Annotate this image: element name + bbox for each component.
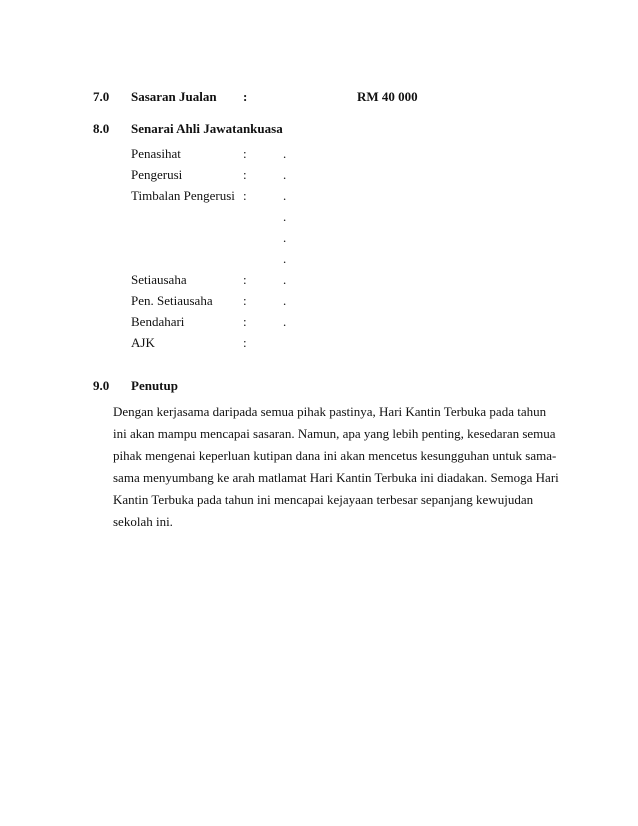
paragraph-line: pihak mengenai keperluan kutipan dana ini akan mencetus kesungguhan untuk sama- <box>113 448 557 463</box>
committee-role: Setiausaha <box>131 272 187 287</box>
paragraph-line: Dengan kerjasama daripada semua pihak pastinya, Hari Kantin Terbuka pada tahun <box>113 404 547 419</box>
committee-row <box>131 146 351 167</box>
paragraph-line: Kantin Terbuka pada tahun ini mencapai kejayaan terbesar sepanjang kewujudan <box>113 492 534 507</box>
committee-name-placeholder: . <box>283 272 287 287</box>
closing-paragraph <box>113 404 559 536</box>
committee-colon: : <box>243 293 247 308</box>
sales-target-value: RM 40 000 <box>357 89 418 104</box>
committee-role: AJK <box>131 335 155 350</box>
committee-row <box>131 167 351 188</box>
committee-row <box>131 188 351 209</box>
committee-name-placeholder: . <box>283 188 287 203</box>
paragraph-line: sekolah ini. <box>113 514 173 529</box>
committee-name-placeholder: . <box>283 251 287 266</box>
committee-colon: : <box>243 335 247 350</box>
committee-role: Pengerusi <box>131 167 183 182</box>
committee-row <box>131 230 351 251</box>
committee-row <box>131 209 351 230</box>
committee-name-placeholder: . <box>283 293 287 308</box>
committee-colon: : <box>243 146 247 161</box>
committee-row <box>131 335 351 356</box>
committee-colon: : <box>243 314 247 329</box>
committee-name-placeholder: . <box>283 314 287 329</box>
section-7-number: 7.0 <box>93 89 110 104</box>
section-9-title: Penutup <box>131 378 178 393</box>
committee-role: Pen. Setiausaha <box>131 293 213 308</box>
committee-row <box>131 272 351 293</box>
paragraph-line: ini akan mampu mencapai sasaran. Namun, apa yang lebih penting, kesedaran semua <box>113 426 556 441</box>
section-7-title: Sasaran Jualan <box>131 89 217 104</box>
section-8-number: 8.0 <box>93 121 110 136</box>
section-8-title: Senarai Ahli Jawatankuasa <box>131 121 283 136</box>
committee-role: Bendahari <box>131 314 185 329</box>
committee-name-placeholder: . <box>283 209 287 224</box>
committee-name-placeholder: . <box>283 230 287 245</box>
committee-row <box>131 293 351 314</box>
committee-name-placeholder: . <box>283 167 287 182</box>
committee-colon: : <box>243 272 247 287</box>
committee-list <box>131 146 351 356</box>
committee-colon: : <box>243 167 247 182</box>
committee-role: Penasihat <box>131 146 181 161</box>
section-9-number: 9.0 <box>93 378 110 393</box>
committee-row <box>131 251 351 272</box>
committee-role: Timbalan Pengerusi <box>131 188 235 203</box>
section-7-colon: : <box>243 89 248 104</box>
committee-colon: : <box>243 188 247 203</box>
committee-row <box>131 314 351 335</box>
paragraph-line: sama menyumbang ke arah matlamat Hari Kantin Terbuka ini diadakan. Semoga Hari <box>113 470 559 485</box>
committee-name-placeholder: . <box>283 146 287 161</box>
